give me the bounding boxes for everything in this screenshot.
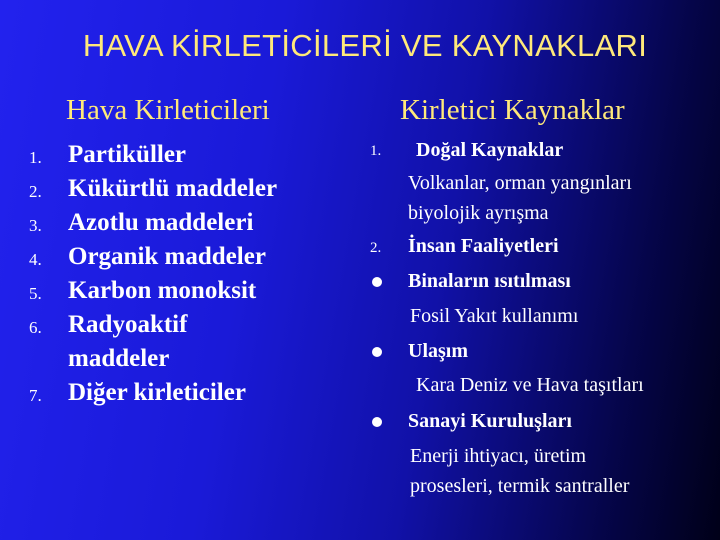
list-number: 2. [370, 240, 382, 256]
right-column-heading: Kirletici Kaynaklar [400, 94, 625, 126]
list-item: Radyoaktif [68, 311, 188, 338]
slide-title: HAVA KİRLETİCİLERİ VE KAYNAKLARI [82, 28, 648, 63]
bullet-icon [372, 347, 382, 357]
list-number: 2. [29, 182, 42, 201]
source-title: Ulaşım [408, 340, 468, 362]
left-column-heading: Hava Kirleticileri [66, 94, 270, 126]
source-title: Doğal Kaynaklar [416, 139, 564, 161]
bullet-icon [372, 277, 382, 287]
list-item: Partiküller [68, 141, 187, 168]
source-detail: biyolojik ayrışma [408, 202, 549, 224]
source-title: Binaların ısıtılması [408, 270, 571, 292]
list-number: 3. [29, 216, 42, 235]
list-number: 6. [29, 318, 42, 337]
list-number: 1. [370, 143, 382, 159]
source-detail: Kara Deniz ve Hava taşıtları [416, 374, 644, 396]
source-detail: prosesleri, termik santraller [410, 475, 630, 497]
source-detail: Fosil Yakıt kullanımı [410, 305, 579, 327]
list-item: Diğer kirleticiler [68, 379, 246, 406]
list-number: 1. [29, 148, 42, 167]
source-title: Sanayi Kuruluşları [408, 410, 572, 432]
bullet-icon [372, 417, 382, 427]
list-item: Azotlu maddeleri [68, 209, 254, 236]
source-detail: Enerji ihtiyacı, üretim [410, 445, 587, 467]
list-item: Kükürtlü maddeler [68, 175, 278, 202]
list-item-continuation: maddeler [68, 345, 170, 372]
source-title: İnsan Faaliyetleri [408, 235, 559, 257]
list-number: 7. [29, 386, 42, 405]
list-item: Organik maddeler [68, 243, 266, 270]
source-detail: Volkanlar, orman yangınları [408, 172, 632, 194]
list-number: 4. [29, 250, 42, 269]
list-number: 5. [29, 284, 42, 303]
list-item: Karbon monoksit [68, 277, 257, 304]
